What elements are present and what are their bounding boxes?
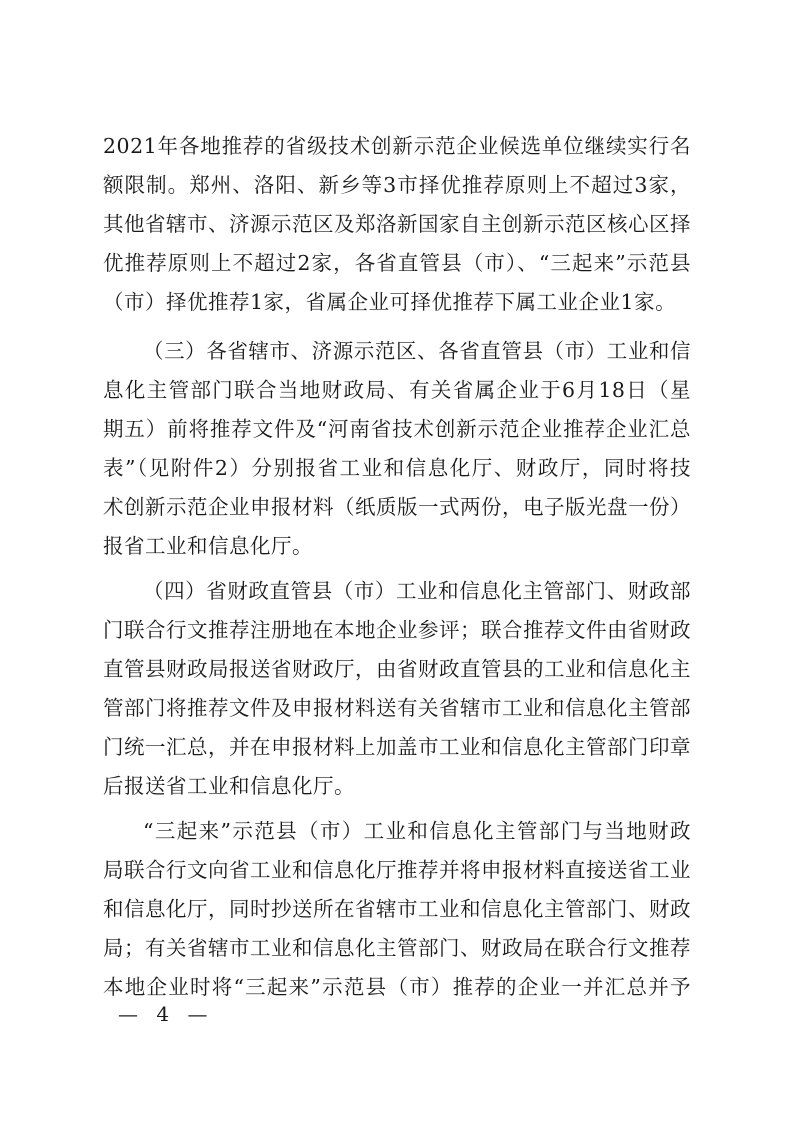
- paragraph-3-line-1: （四）省财政直管县（市）工业和信息化主管部门、财政部: [143, 579, 691, 603]
- paragraph-2-line-5: 术创新示范企业申报材料（纸质版一式两份，电子版光盘一份）: [103, 495, 691, 519]
- paragraph-2-line-4: 表”（见附件2）分别报省工业和信息化厅、财政厅，同时将技: [103, 456, 691, 480]
- page-number: — 4 —: [118, 1002, 214, 1026]
- paragraph-4-line-4: 局；有关省辖市工业和信息化主管部门、财政局在联合行文推荐: [103, 936, 691, 960]
- paragraph-4-line-3: 和信息化厅，同时抄送所在省辖市工业和信息化主管部门、财政: [103, 897, 691, 921]
- paragraph-2-line-6: 报省工业和信息化厅。: [103, 534, 313, 558]
- paragraph-1-line-2: 额限制。郑州、洛阳、新乡等3市择优推荐原则上不超过3家，: [103, 173, 691, 197]
- paragraph-2-line-2: 息化主管部门联合当地财政局、有关省属企业于6月18日（星: [103, 378, 691, 402]
- paragraph-1-line-3: 其他省辖市、济源示范区及郑洛新国家自主创新示范区核心区择: [103, 212, 691, 236]
- paragraph-1-line-5: （市）择优推荐1家，省属企业可择优推荐下属工业企业1家。: [103, 290, 677, 314]
- paragraph-2-line-1: （三）各省辖市、济源示范区、各省直管县（市）工业和信: [143, 339, 691, 363]
- paragraph-1-line-4: 优推荐原则上不超过2家，各省直管县（市）、“三起来”示范县: [103, 251, 691, 275]
- paragraph-2-line-3: 期五）前将推荐文件及“河南省技术创新示范企业推荐企业汇总: [103, 417, 691, 441]
- paragraph-4-line-5: 本地企业时将“三起来”示范县（市）推荐的企业一并汇总并予: [103, 975, 691, 999]
- paragraph-3-line-5: 门统一汇总，并在申报材料上加盖市工业和信息化主管部门印章: [103, 735, 691, 759]
- paragraph-3-line-6: 后报送省工业和信息化厅。: [103, 774, 355, 798]
- paragraph-4-line-1: “三起来”示范县（市）工业和信息化主管部门与当地财政: [143, 819, 691, 843]
- paragraph-3-line-2: 门联合行文推荐注册地在本地企业参评；联合推荐文件由省财政: [103, 618, 691, 642]
- paragraph-4-line-2: 局联合行文向省工业和信息化厅推荐并将申报材料直接送省工业: [103, 858, 691, 882]
- paragraph-3-line-3: 直管县财政局报送省财政厅，由省财政直管县的工业和信息化主: [103, 657, 691, 681]
- paragraph-3-line-4: 管部门将推荐文件及申报材料送有关省辖市工业和信息化主管部: [103, 696, 691, 720]
- paragraph-1-line-1: 2021年各地推荐的省级技术创新示范企业候选单位继续实行名: [103, 134, 691, 158]
